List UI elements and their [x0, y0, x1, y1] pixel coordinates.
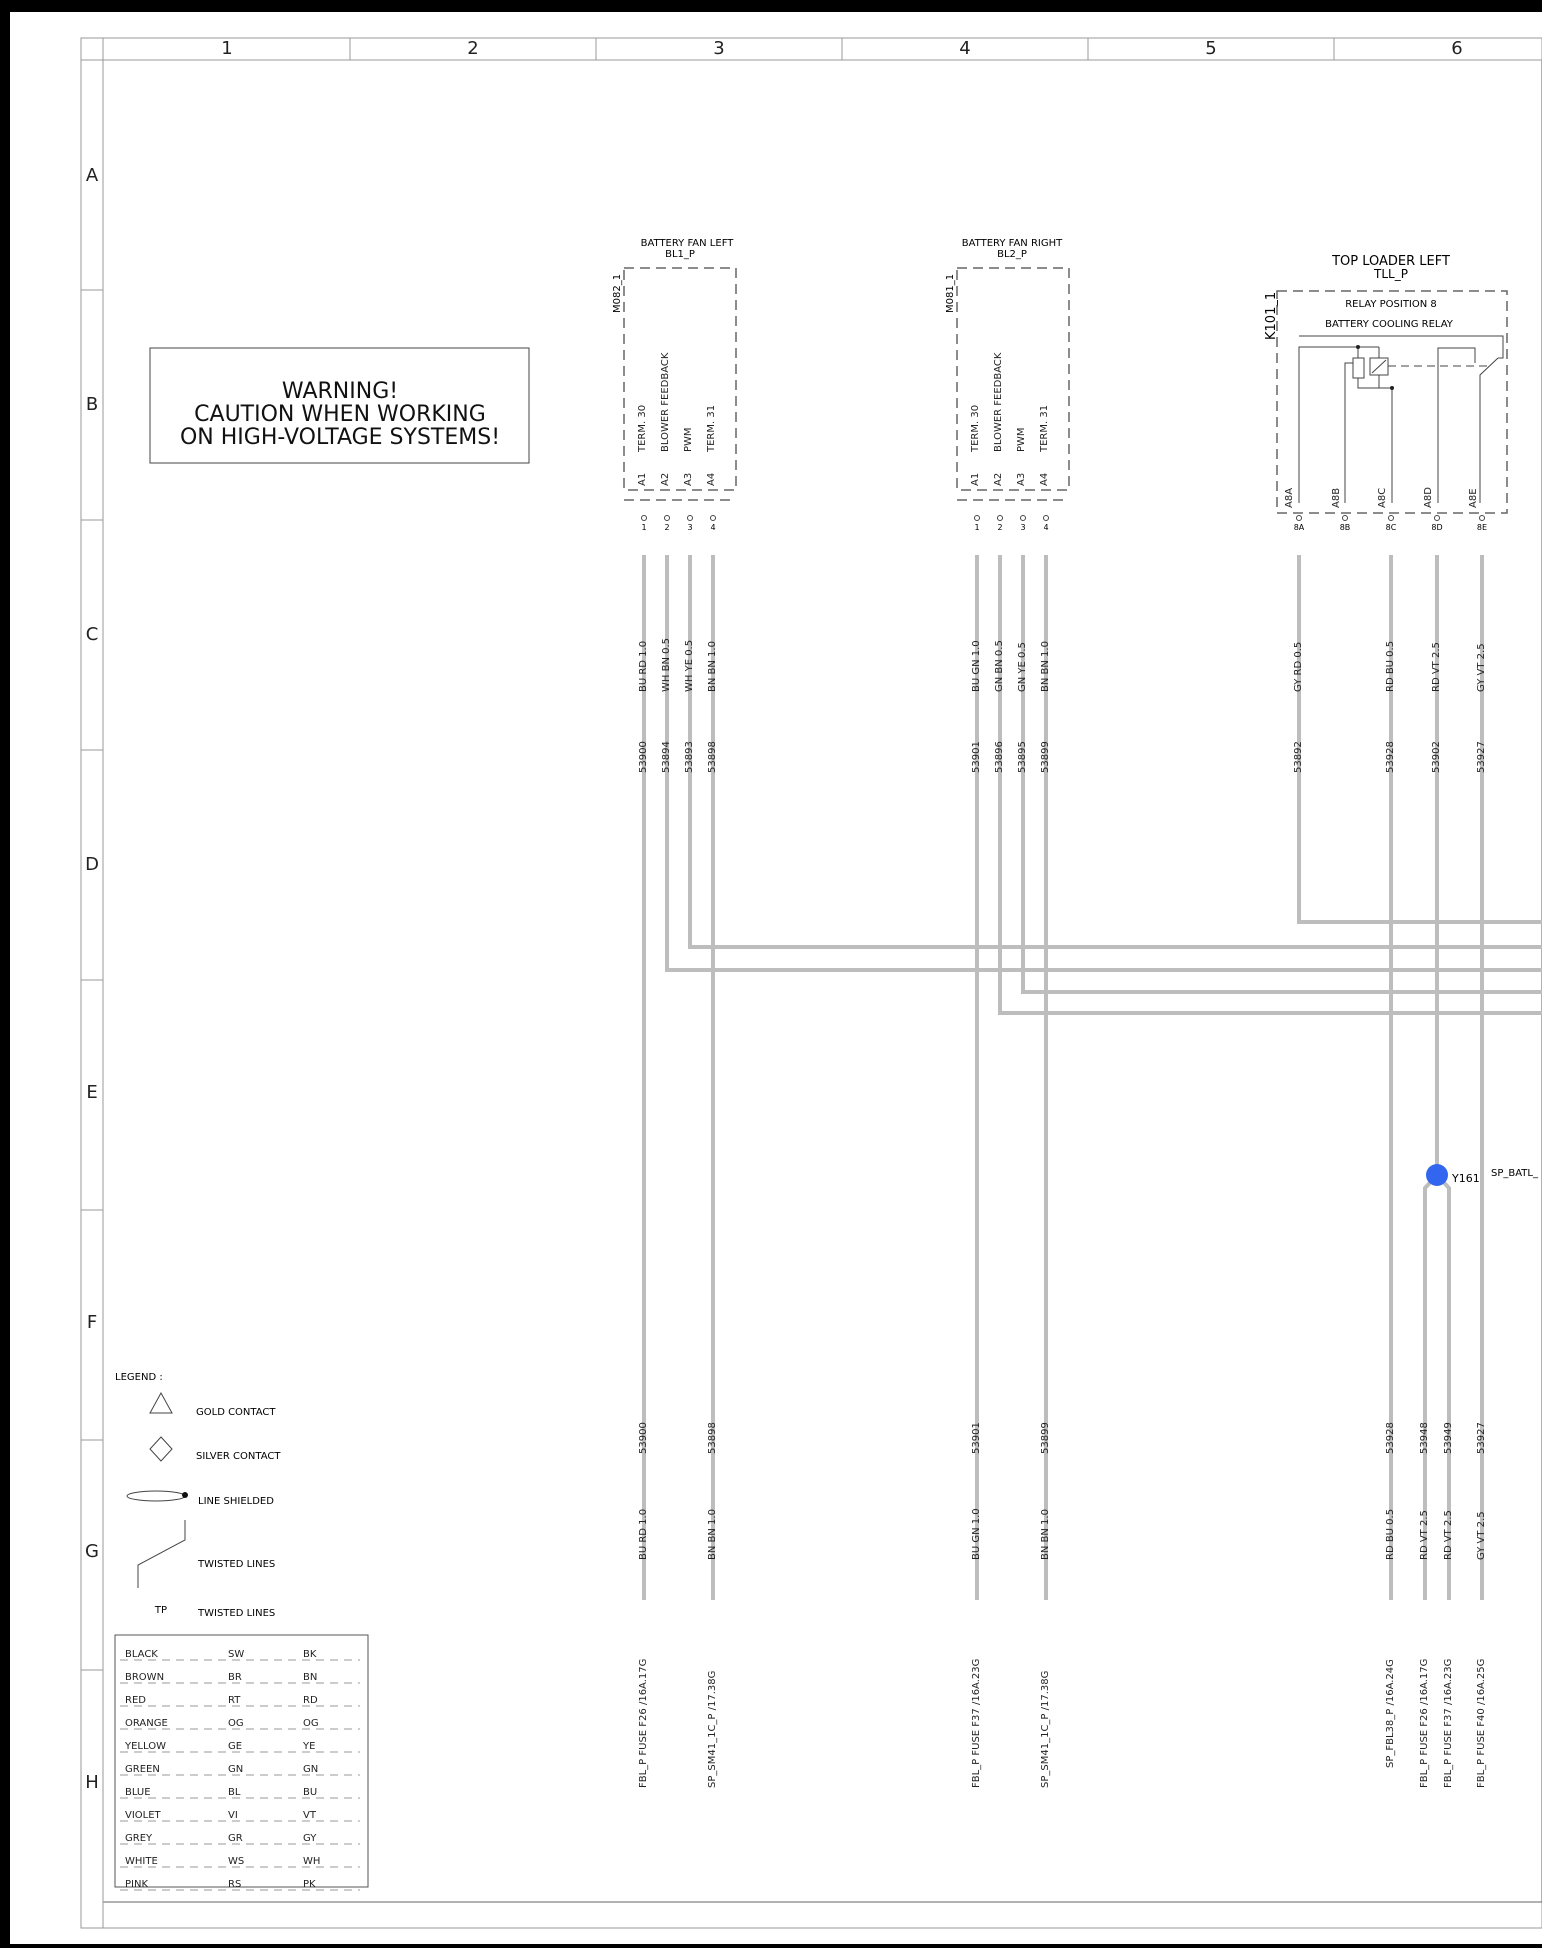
fan-left-title: BATTERY FAN LEFT [640, 238, 734, 249]
color-code-cell: ORANGE [125, 1718, 168, 1729]
color-code-cell: YELLOW [125, 1741, 166, 1752]
row-label-d: D [85, 854, 99, 875]
wire-number-label: 53895 [1017, 741, 1028, 773]
relay-name: BATTERY COOLING RELAY [1325, 319, 1453, 330]
color-code-cell: BN [303, 1672, 318, 1683]
relay-pin-id: A8B [1331, 487, 1342, 508]
relay-pin-no: 8B [1339, 523, 1351, 532]
wire-color-label: BU GN 1.0 [971, 640, 982, 692]
wire-number-label: 53927 [1476, 741, 1487, 773]
fan-left-pin-label: TERM. 31 [706, 404, 717, 452]
fan-right-ref: M081_1 [945, 273, 956, 313]
fan-right-pin-no: 1 [974, 523, 980, 532]
color-code-cell: OG [228, 1718, 244, 1729]
splice-name: SP_BATL_ [1491, 1168, 1538, 1179]
fan-left-pin-id: A2 [660, 472, 671, 486]
fan-left-pin-no: 1 [641, 523, 647, 532]
wire-color-label: BN BN 1.0 [1040, 641, 1051, 692]
wire-number-label: 53898 [707, 1422, 718, 1454]
fan-left-pin-label: PWM [683, 427, 694, 452]
fan-right-pin-id: A4 [1039, 472, 1050, 486]
color-code-cell: GY [303, 1833, 317, 1844]
color-code-cell: WS [228, 1856, 245, 1867]
wire-color-label: RD BU 0.5 [1385, 1508, 1396, 1560]
fan-left-pin-id: A3 [683, 472, 694, 486]
wire-color-label: BN BN 1.0 [1040, 1509, 1051, 1560]
relay-pin-id: A8E [1468, 488, 1479, 508]
color-code-cell: RD [303, 1695, 318, 1706]
color-code-cell: RED [125, 1695, 146, 1706]
col-label-6: 6 [1451, 38, 1463, 59]
wire-number-label: 53900 [638, 741, 649, 773]
color-code-cell: BU [303, 1787, 318, 1798]
wire-color-label: BU RD 1.0 [638, 1508, 649, 1560]
wire-color-label: BU RD 1.0 [638, 640, 649, 692]
col-label-1: 1 [221, 38, 233, 59]
wire-color-label: RD VT 2.5 [1419, 1510, 1430, 1560]
color-code-cell: BR [228, 1672, 242, 1683]
relay-pin-no: 8C [1385, 523, 1397, 532]
legend-gold: GOLD CONTACT [196, 1407, 276, 1418]
wire-number-label: 53948 [1419, 1422, 1430, 1454]
row-label-c: C [85, 624, 99, 645]
color-code-cell: OG [303, 1718, 319, 1729]
legend-twisted-2: TWISTED LINES [198, 1608, 276, 1619]
relay-title: TOP LOADER LEFT [1332, 254, 1450, 269]
row-label-f: F [86, 1312, 98, 1333]
warning-line-1: WARNING! [281, 379, 399, 404]
wire-destination: FBL_P FUSE F37 /16A.23G [971, 1658, 982, 1788]
wire-number-label: 53928 [1385, 1422, 1396, 1454]
fan-left-pin-no: 3 [687, 523, 693, 532]
fan-left-ref: M082_1 [612, 273, 623, 313]
relay-pin-id: A8D [1423, 487, 1434, 508]
row-label-a: A [85, 165, 99, 186]
wire-color-label: BU GN 1.0 [971, 1508, 982, 1560]
wire-number-label: 53892 [1293, 741, 1304, 773]
relay-pin-no: 8A [1293, 523, 1305, 532]
col-label-2: 2 [467, 38, 479, 59]
wire-color-label: RD BU 0.5 [1385, 640, 1396, 692]
fan-left-pin-no: 4 [710, 523, 716, 532]
color-code-cell: PK [303, 1879, 316, 1890]
wire-color-label: BN BN 1.0 [707, 641, 718, 692]
wire-color-label: GN YE 0.5 [1017, 642, 1028, 692]
warning-line-3: ON HIGH-VOLTAGE SYSTEMS! [179, 425, 501, 450]
wire-number-label: 53902 [1431, 741, 1442, 773]
wire-destination: SP_SM41_1C_P /17.38G [707, 1670, 718, 1788]
color-code-cell: BLUE [125, 1787, 151, 1798]
fan-right-pin-id: A3 [1016, 472, 1027, 486]
wire-number-label: 53899 [1040, 1422, 1051, 1454]
color-code-cell: GN [228, 1764, 244, 1775]
color-code-cell: WH [303, 1856, 321, 1867]
fan-right-pin-label: TERM. 31 [1039, 404, 1050, 452]
wire-color-label: GN BN 0.5 [994, 640, 1005, 692]
color-code-cell: VT [303, 1810, 316, 1821]
wire-number-label: 53900 [638, 1422, 649, 1454]
wire-number-label: 53927 [1476, 1422, 1487, 1454]
color-code-cell: GREY [125, 1833, 153, 1844]
relay-ref: K101_1 [1264, 291, 1279, 340]
wire-color-label: GY VT 2.5 [1476, 643, 1487, 692]
fan-right-pin-id: A2 [993, 472, 1004, 486]
fan-left-pin-label: BLOWER FEEDBACK [660, 352, 671, 452]
color-code-cell: RS [228, 1879, 242, 1890]
legend-tp-mark: TP [154, 1605, 168, 1616]
wire-color-label: RD VT 2.5 [1443, 1510, 1454, 1560]
color-code-cell: BROWN [125, 1672, 165, 1683]
wire-number-label: 53898 [707, 741, 718, 773]
wire-destination: FBL_P FUSE F37 /16A.23G [1443, 1658, 1454, 1788]
legend-shielded: LINE SHIELDED [198, 1496, 274, 1507]
color-code-cell: RT [228, 1695, 241, 1706]
color-code-cell: YE [303, 1741, 316, 1752]
col-label-3: 3 [713, 38, 725, 59]
wire-color-label: BN BN 1.0 [707, 1509, 718, 1560]
relay-position: RELAY POSITION 8 [1345, 299, 1437, 310]
wire-number-label: 53894 [661, 741, 672, 773]
color-code-cell: SW [228, 1649, 245, 1660]
wire-number-label: 53901 [971, 1422, 982, 1454]
fan-right-pin-label: BLOWER FEEDBACK [993, 352, 1004, 452]
color-code-cell: BLACK [125, 1649, 158, 1660]
color-code-cell: VI [228, 1810, 238, 1821]
wire-number-label: 53899 [1040, 741, 1051, 773]
wire-number-label: 53928 [1385, 741, 1396, 773]
relay-pin-no: 8E [1476, 523, 1488, 532]
splice-dot-icon [1426, 1164, 1448, 1186]
color-code-cell: GREEN [125, 1764, 160, 1775]
color-code-cell: WHITE [125, 1856, 158, 1867]
fan-left-pin-id: A1 [637, 472, 648, 486]
color-code-cell: BL [228, 1787, 241, 1798]
col-label-5: 5 [1205, 38, 1217, 59]
fan-left-code: BL1_P [665, 249, 695, 260]
wire-destination: FBL_P FUSE F26 /16A.17G [1419, 1658, 1430, 1788]
row-label-e: E [86, 1082, 98, 1103]
warning-line-2: CAUTION WHEN WORKING [194, 402, 486, 427]
relay-pin-id: A8A [1284, 487, 1295, 508]
wire-color-label: WH BN 0.5 [661, 637, 672, 692]
color-code-cell: GE [228, 1741, 243, 1752]
fan-right-pin-no: 3 [1020, 523, 1026, 532]
wire-color-label: GY VT 2.5 [1476, 1511, 1487, 1560]
wire-destination: FBL_P FUSE F40 /16A.25G [1476, 1658, 1487, 1788]
relay-code: TLL_P [1374, 267, 1408, 281]
fan-right-pin-id: A1 [970, 472, 981, 486]
wire-color-label: GY RD 0.5 [1293, 641, 1304, 692]
legend-silver: SILVER CONTACT [196, 1451, 281, 1462]
fan-right-pin-label: TERM. 30 [970, 404, 981, 452]
color-code-cell: VIOLET [125, 1810, 161, 1821]
fan-right-pin-no: 2 [997, 523, 1003, 532]
color-code-cell: BK [303, 1649, 317, 1660]
col-label-4: 4 [959, 38, 971, 59]
color-code-cell: GR [228, 1833, 243, 1844]
wire-destination: FBL_P FUSE F26 /16A.17G [638, 1658, 649, 1788]
splice-id: Y161 [1452, 1172, 1480, 1185]
row-label-h: H [85, 1772, 99, 1793]
wire-number-label: 53901 [971, 741, 982, 773]
fan-right-pin-label: PWM [1016, 427, 1027, 452]
fan-right-title: BATTERY FAN RIGHT [961, 238, 1063, 249]
fan-right-code: BL2_P [997, 249, 1027, 260]
fan-left-pin-no: 2 [664, 523, 670, 532]
legend-title: LEGEND : [115, 1372, 163, 1383]
row-label-g: G [85, 1541, 99, 1562]
row-label-b: B [85, 394, 99, 415]
wire-color-label: RD VT 2.5 [1431, 642, 1442, 692]
wire-destination: SP_SM41_1C_P /17.38G [1040, 1670, 1051, 1788]
fan-left-pin-id: A4 [706, 472, 717, 486]
color-code-cell: PINK [125, 1879, 149, 1890]
fan-left-pin-label: TERM. 30 [637, 404, 648, 452]
relay-pin-id: A8C [1377, 487, 1388, 508]
color-code-cell: GN [303, 1764, 319, 1775]
legend-twisted-1: TWISTED LINES [198, 1559, 276, 1570]
wire-number-label: 53896 [994, 741, 1005, 773]
wire-destination: SP_FBL38_P /16A.24G [1385, 1659, 1396, 1768]
wire-number-label: 53949 [1443, 1422, 1454, 1454]
relay-pin-no: 8D [1431, 523, 1443, 532]
fan-right-pin-no: 4 [1043, 523, 1049, 532]
wire-number-label: 53893 [684, 741, 695, 773]
wire-color-label: WH YE 0.5 [684, 639, 695, 692]
